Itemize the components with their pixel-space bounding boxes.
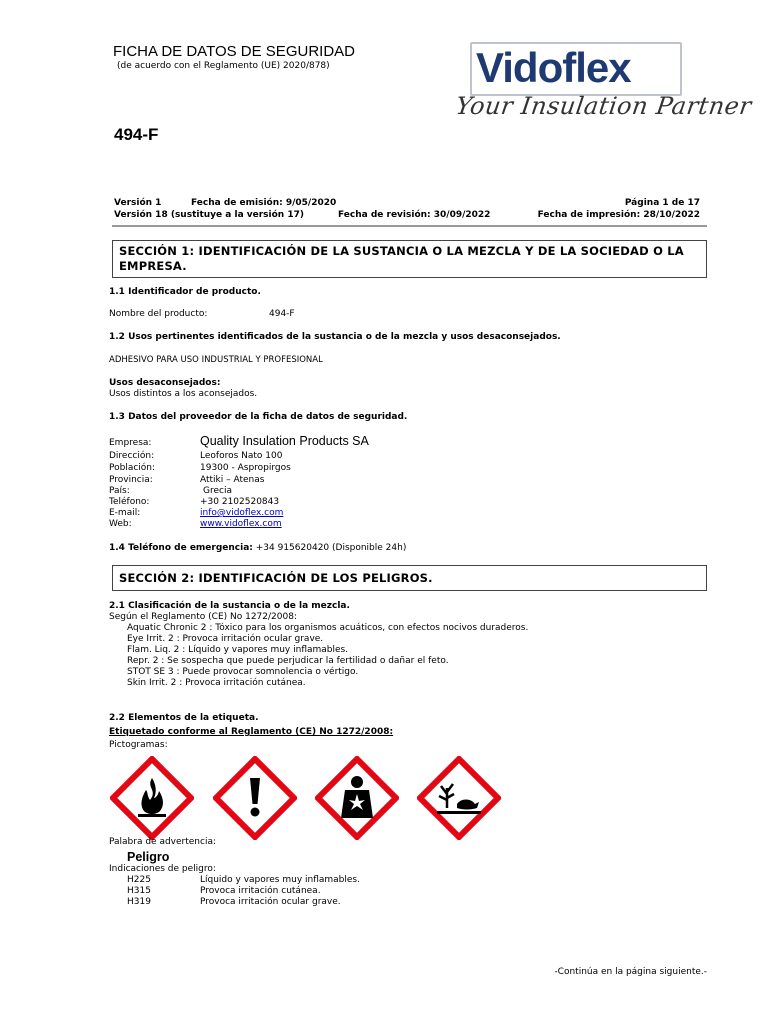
web-link[interactable]: www.vidoflex.com	[200, 519, 282, 529]
email-link[interactable]: info@vidoflex.com	[200, 508, 284, 518]
emergency-phone	[109, 543, 406, 553]
hazard-code: H319	[127, 897, 151, 907]
environment-icon	[417, 756, 501, 840]
address-value: Leoforos Nato 100	[200, 451, 283, 461]
section1-title: SECCIÓN 1: IDENTIFICACIÓN DE LA SUSTANCIA O LA MEZCLA Y DE LA SOCIEDAD O LA EMPRESA.	[119, 244, 684, 273]
vidoflex-logo	[454, 42, 754, 132]
version-label: Versión 1	[114, 198, 162, 208]
hazard-text: Provoca irritación cutánea.	[200, 886, 321, 896]
continued-note: -Continúa en la página siguiente.-	[554, 967, 707, 977]
section1-2-heading: 1.2 Usos pertinentes identificados de la sustancia o de la mezcla y usos desaconsejados.	[109, 332, 561, 342]
section1-header	[112, 240, 707, 278]
web-label: Web:	[109, 519, 132, 529]
labelling-heading: Etiquetado conforme al Reglamento (CE) No 1272/2008:	[109, 727, 394, 737]
revision-date: Fecha de revisión: 30/09/2022	[338, 210, 491, 220]
signal-word: Peligro	[127, 850, 170, 864]
phone-value: +30 2102520843	[200, 497, 280, 507]
section1-3-heading: 1.3 Datos del proveedor de la ficha de datos de seguridad.	[109, 412, 408, 422]
pictograms-label: Pictogramas:	[109, 740, 168, 750]
hazard-code: H315	[127, 886, 151, 896]
page-number: Página 1 de 17	[624, 198, 700, 208]
classification-item: Repr. 2 : Se sospecha que puede perjudicar la fertilidad o dañar el feto.	[127, 656, 449, 666]
country-value: Grecia	[203, 486, 232, 496]
product-name-label: Nombre del producto:	[109, 309, 208, 319]
discouraged-uses-text: Usos distintos a los aconsejados.	[109, 389, 258, 399]
company-label: Empresa:	[109, 438, 152, 448]
document-subtitle: (de acuerdo con el Reglamento (UE) 2020/878)	[117, 61, 330, 71]
section2-header	[112, 565, 707, 591]
province-label: Provincia:	[109, 475, 153, 485]
document-title: FICHA DE DATOS DE SEGURIDAD	[113, 43, 355, 60]
province-value: Attiki – Atenas	[200, 475, 265, 485]
signal-word-label: Palabra de advertencia:	[109, 837, 217, 847]
product-name-value: 494-F	[269, 309, 295, 319]
identified-uses: ADHESIVO PARA USO INDUSTRIAL Y PROFESIONAL	[109, 355, 323, 365]
classification-item: Aquatic Chronic 2 : Tóxico para los organismos acuáticos, con efectos nocivos duraderos.	[127, 623, 529, 633]
classification-item: Flam. Liq. 2 : Líquido y vapores muy inflamables.	[127, 645, 349, 655]
section2-2-heading: 2.2 Elementos de la etiqueta.	[109, 713, 259, 723]
email-label: E-mail:	[109, 508, 141, 518]
hazard-text: Provoca irritación ocular grave.	[200, 897, 341, 907]
address-label: Dirección:	[109, 451, 155, 461]
country-label: País:	[109, 486, 130, 496]
hazard-statements-label: Indicaciones de peligro:	[109, 864, 216, 874]
discouraged-uses-heading: Usos desaconsejados:	[109, 378, 221, 388]
header-divider	[112, 225, 707, 227]
classification-item: Eye Irrit. 2 : Provoca irritación ocular grave.	[127, 634, 324, 644]
section2-title: SECCIÓN 2: IDENTIFICACIÓN DE LOS PELIGROS.	[119, 571, 433, 585]
hazard-text: Líquido y vapores muy inflamables.	[200, 875, 360, 885]
classification-item: Skin Irrit. 2 : Provoca irritación cutánea.	[127, 678, 306, 688]
print-date: Fecha de impresión: 28/10/2022	[537, 210, 700, 220]
logo-wordmark: Vidoflex	[476, 44, 631, 91]
phone-label: Teléfono:	[109, 497, 150, 507]
emergency-phone-value: +34 915620420 (Disponible 24h)	[252, 543, 407, 553]
emergency-phone-heading: 1.4 Teléfono de emergencia:	[109, 543, 253, 553]
flame-icon	[110, 756, 194, 840]
version-replaced: Versión 18 (sustituye a la versión 17)	[114, 210, 304, 220]
company-value: Quality Insulation Products SA	[200, 434, 369, 448]
health-hazard-icon	[315, 756, 399, 840]
issue-date: Fecha de emisión: 9/05/2020	[191, 198, 337, 208]
logo-tagline: Your Insulation Partner	[454, 92, 754, 120]
section1-1-heading: 1.1 Identificador de producto.	[109, 287, 261, 297]
section2-1-heading: 2.1 Clasificación de la sustancia o de la mezcla.	[109, 601, 350, 611]
hazard-code: H225	[127, 875, 151, 885]
city-label: Población:	[109, 463, 156, 473]
regulation-line: Según el Reglamento (CE) No 1272/2008:	[109, 612, 297, 622]
classification-item: STOT SE 3 : Puede provocar somnolencia o vértigo.	[127, 667, 359, 677]
exclamation-icon	[213, 756, 297, 840]
city-value: 19300 - Aspropirgos	[200, 463, 291, 473]
product-code: 494-F	[114, 125, 159, 144]
